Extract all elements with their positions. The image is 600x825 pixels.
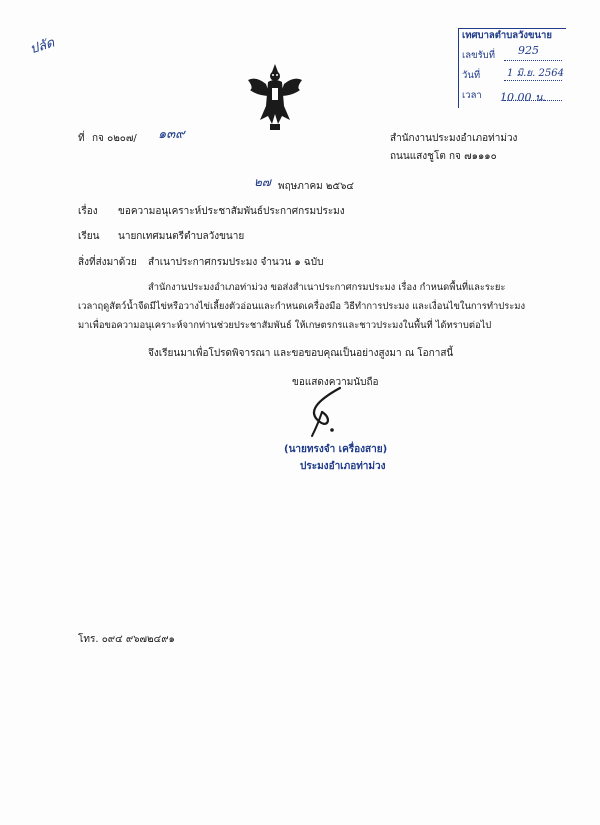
stamp-date-value: 1 มิ.ย. 2564 bbox=[507, 68, 564, 79]
body-line-2: เวลาฤดูสัตว์น้ำจืดมีไข่หรือวางไข่เลี้ยงตัวอ่อนและกำหนดเครื่องมือ วิธีทำการประมง และเงื่อนไขในการทำประมง bbox=[78, 301, 526, 312]
ref-handwritten: ๑๓๙ bbox=[158, 127, 185, 142]
stamp-time-label: เวลา bbox=[462, 90, 482, 101]
garuda-emblem-icon bbox=[246, 62, 304, 132]
salutation: ขอแสดงความนับถือ bbox=[292, 377, 379, 388]
stamp-org: เทศบาลตำบลวังขนาย bbox=[462, 30, 552, 41]
enclosure-text: สำเนาประกาศกรมประมง จำนวน ๑ ฉบับ bbox=[148, 257, 324, 268]
stamp-received-label: เลขรับที่ bbox=[462, 50, 495, 61]
sender-line-2: ถนนแสงชูโต กจ ๗๑๑๑๐ bbox=[390, 151, 497, 162]
stamp-date-label: วันที่ bbox=[462, 70, 481, 81]
signature-icon bbox=[288, 382, 358, 442]
stamp-time-value: 10.00 น. bbox=[500, 91, 547, 104]
ref-label: ที่ bbox=[78, 133, 85, 144]
date-day: ๒๗ bbox=[254, 175, 271, 189]
closing-paragraph: จึงเรียนมาเพื่อโปรดพิจารณา และขอขอบคุณเป็นอย่างสูงมา ณ โอกาสนี้ bbox=[148, 348, 454, 359]
body-line-1: สำนักงานประมงอำเภอท่าม่วง ขอส่งสำเนาประกาศกรมประมง เรื่อง กำหนดพื้นที่และระยะ bbox=[148, 282, 506, 293]
to-label: เรียน bbox=[78, 231, 100, 242]
to-text: นายกเทศมนตรีตำบลวังขนาย bbox=[118, 231, 245, 242]
enclosure-label: สิ่งที่ส่งมาด้วย bbox=[78, 257, 137, 268]
margin-note: ปลัด bbox=[28, 35, 57, 58]
subject-label: เรื่อง bbox=[78, 206, 98, 217]
ref-number: กจ ๐๒๐๗/ bbox=[92, 133, 137, 144]
stamp-received-no: 925 bbox=[518, 44, 539, 57]
body-line-3: มาเพื่อขอความอนุเคราะห์จากท่านช่วยประชาสัมพันธ์ ให้เกษตรกรและชาวประมงในพื้นที่ ได้ทราบต่อไป bbox=[78, 320, 492, 331]
subject-text: ขอความอนุเคราะห์ประชาสัมพันธ์ประกาศกรมประมง bbox=[118, 206, 345, 217]
signer-name: (นายทรงจำ เครื่องสาย) bbox=[284, 444, 388, 455]
sender-line-1: สำนักงานประมงอำเภอท่าม่วง bbox=[390, 133, 518, 144]
phone-number: โทร. ๐๙๔ ๙๖๗๒๔๙๑ bbox=[78, 634, 175, 645]
signer-title: ประมงอำเภอท่าม่วง bbox=[300, 461, 386, 472]
date-month-year: พฤษภาคม ๒๕๖๔ bbox=[278, 181, 354, 192]
